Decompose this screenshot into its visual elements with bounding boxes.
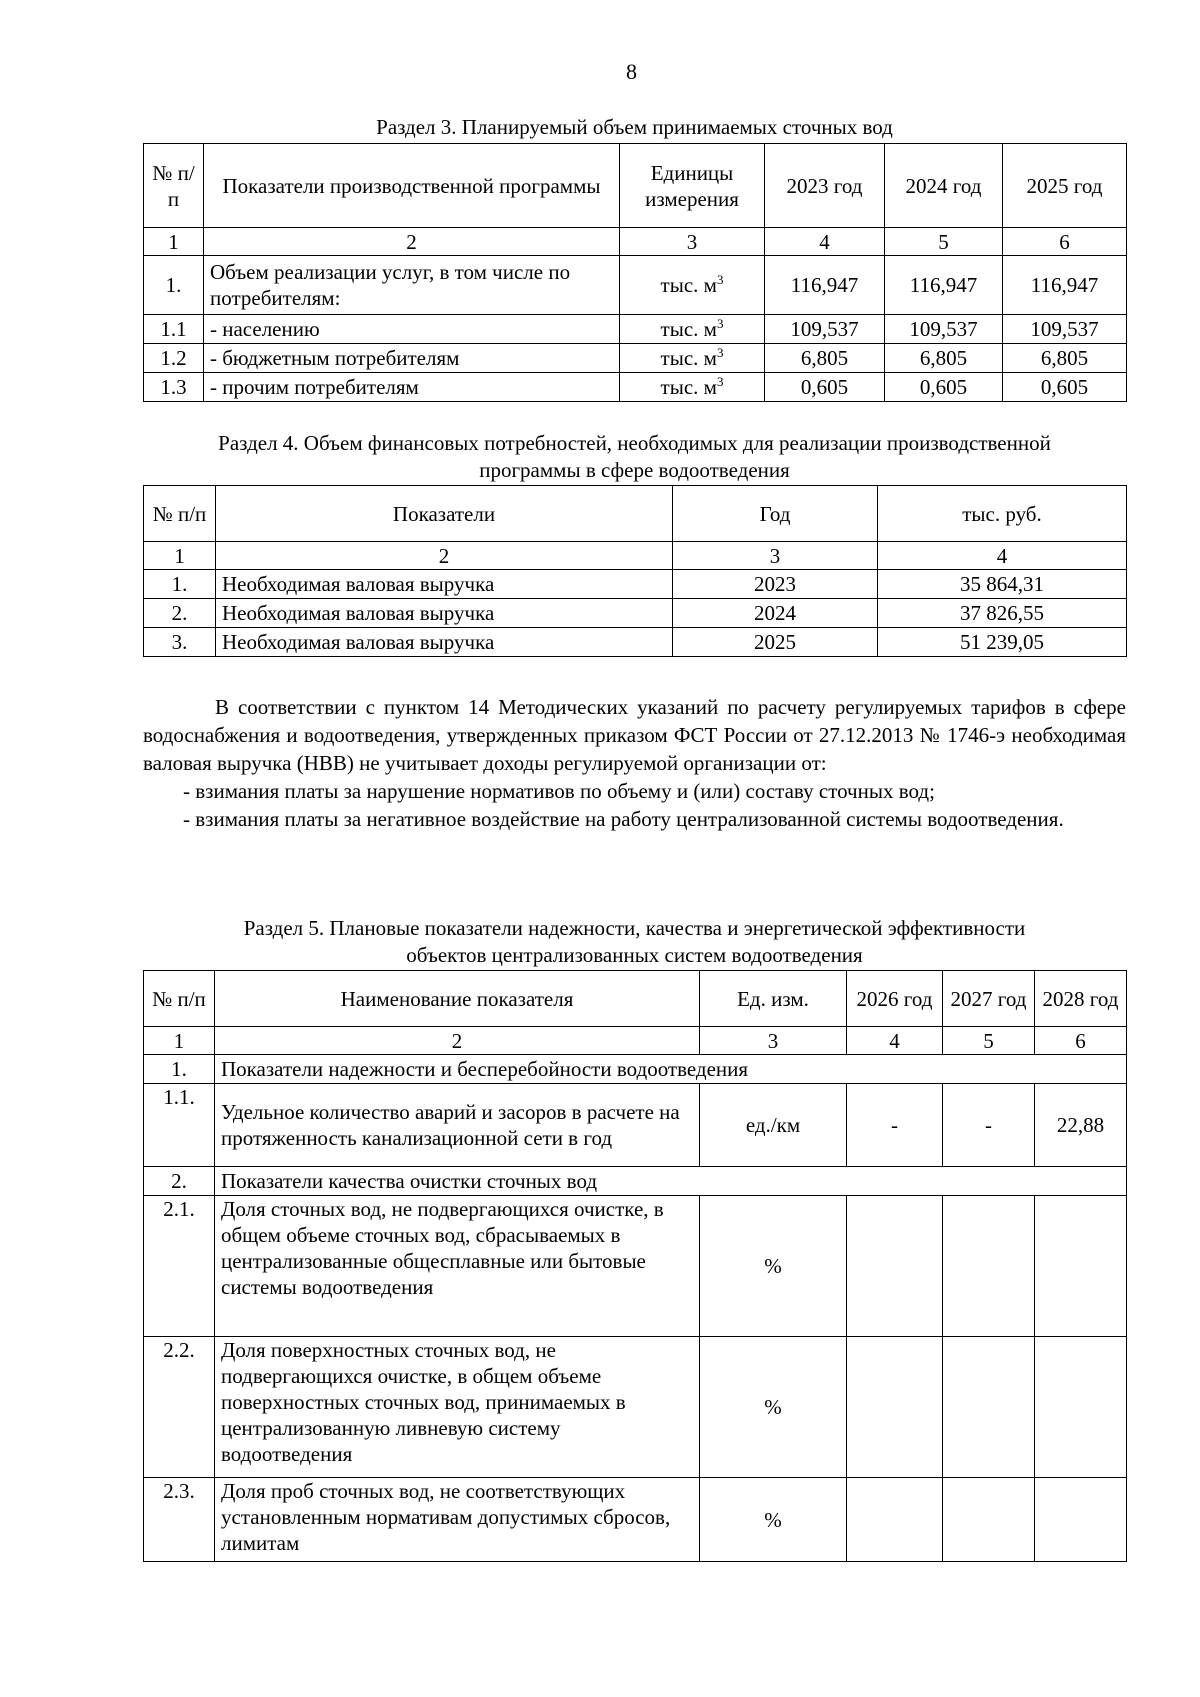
body-text	[143, 693, 1126, 833]
row-name: Доля сточных вод, не подвергающихся очистке, в общем объеме сточных вод, сбрасываемых в централизованные общесплавные или бытовые системы водоотведения	[215, 1196, 700, 1337]
table-row	[144, 599, 1127, 628]
paragraph-bullet-1: - взимания платы за нарушение нормативов по объему и (или) составу сточных вод;	[183, 779, 935, 803]
group-row	[144, 1167, 1127, 1196]
col-header-num: № п/п	[144, 144, 204, 228]
row-unit: %	[700, 1478, 847, 1562]
section3-title: Раздел 3. Планируемый объем принимаемых сточных вод	[376, 115, 893, 139]
section4-title-line2: программы в сфере водоотведения	[479, 458, 790, 482]
table-row	[144, 256, 1127, 315]
row-num: 2.2.	[144, 1337, 215, 1478]
row-value: 51 239,05	[878, 628, 1127, 657]
col-header-2026: 2026 год	[847, 971, 943, 1027]
row-value-2023: 0,605	[765, 373, 885, 402]
col-number: 6	[1003, 228, 1127, 256]
row-value-2025: 116,947	[1003, 256, 1127, 315]
unit-text: тыс. м	[660, 346, 717, 370]
col-number: 2	[215, 1027, 700, 1055]
row-unit	[620, 344, 765, 373]
section5-title-line2: объектов централизованных систем водоотведения	[406, 943, 863, 967]
row-name: Необходимая валовая выручка	[216, 628, 673, 657]
row-value-2026: -	[847, 1084, 943, 1167]
col-header-num: № п/п	[144, 486, 216, 542]
col-number: 1	[144, 542, 216, 570]
col-header-2028: 2028 год	[1035, 971, 1127, 1027]
table-row	[144, 570, 1127, 599]
row-value: 35 864,31	[878, 570, 1127, 599]
section5-title	[142, 915, 1127, 969]
col-header-2025: 2025 год	[1003, 144, 1127, 228]
col-header-2023: 2023 год	[765, 144, 885, 228]
row-year: 2025	[673, 628, 878, 657]
row-unit: %	[700, 1337, 847, 1478]
col-number: 2	[216, 542, 673, 570]
table-row	[144, 373, 1127, 402]
row-year: 2024	[673, 599, 878, 628]
row-value-2025: 109,537	[1003, 315, 1127, 344]
col-number: 3	[620, 228, 765, 256]
row-value-2028	[1035, 1337, 1127, 1478]
col-header-unit: Ед. изм.	[700, 971, 847, 1027]
col-number: 3	[700, 1027, 847, 1055]
table-header-row	[144, 486, 1127, 542]
row-value-2025: 0,605	[1003, 373, 1127, 402]
unit-text: тыс. м	[660, 273, 717, 297]
row-unit	[620, 256, 765, 315]
row-name: Доля проб сточных вод, не соответствующих установленным нормативам допустимых сбросов, лимитам	[215, 1478, 700, 1562]
row-unit	[620, 373, 765, 402]
row-value-2023: 109,537	[765, 315, 885, 344]
row-value-2027	[943, 1337, 1035, 1478]
col-number: 5	[943, 1027, 1035, 1055]
row-unit: %	[700, 1196, 847, 1337]
col-header-2027: 2027 год	[943, 971, 1035, 1027]
table-row	[144, 315, 1127, 344]
section3-table	[143, 143, 1127, 402]
row-value-2025: 6,805	[1003, 344, 1127, 373]
row-value-2026	[847, 1196, 943, 1337]
column-numbers-row	[144, 228, 1127, 256]
row-name: Удельное количество аварий и засоров в расчете на протяженность канализационной сети в год	[215, 1084, 700, 1167]
group-row	[144, 1055, 1127, 1084]
row-value-2024: 109,537	[885, 315, 1003, 344]
row-value: 37 826,55	[878, 599, 1127, 628]
column-numbers-row	[144, 542, 1127, 570]
section5-title-line1: Раздел 5. Плановые показатели надежности, качества и энергетической эффективности	[243, 916, 1026, 940]
table-header-row	[144, 971, 1127, 1027]
group-name: Показатели надежности и бесперебойности водоотведения	[215, 1055, 1127, 1084]
col-header-indicator: Наименование показателя	[215, 971, 700, 1027]
col-number: 4	[847, 1027, 943, 1055]
row-num: 2.3.	[144, 1478, 215, 1562]
col-number: 5	[885, 228, 1003, 256]
row-value-2027	[943, 1196, 1035, 1337]
table-row	[144, 1196, 1127, 1337]
section4-table	[143, 485, 1127, 657]
row-name: Доля поверхностных сточных вод, не подвергающихся очистке, в общем объеме поверхностных сточных вод, принимаемых в централизованную ливневую систему водоотведения	[215, 1337, 700, 1478]
row-num: 3.	[144, 628, 216, 657]
unit-superscript: 3	[716, 374, 724, 389]
table-row	[144, 1084, 1127, 1167]
unit-text: тыс. м	[660, 375, 717, 399]
row-name: Необходимая валовая выручка	[216, 599, 673, 628]
table-header-row	[144, 144, 1127, 228]
row-num: 1.1.	[144, 1084, 215, 1167]
col-header-year: Год	[673, 486, 878, 542]
row-name: - населению	[204, 315, 620, 344]
column-numbers-row	[144, 1027, 1127, 1055]
paragraph-main: В соответствии с пунктом 14 Методических указаний по расчету регулируемых тарифов в сфере водоснабжения и водоотведения, утвержденных приказом ФСТ России от 27.12.2013 № 1746-э необходимая валовая выручка (НВВ) не учитывает доходы регулируемой организации от:	[143, 695, 1126, 775]
col-header-num: № п/п	[144, 971, 215, 1027]
table-row	[144, 1337, 1127, 1478]
table-row	[144, 1478, 1127, 1562]
col-number: 4	[765, 228, 885, 256]
row-name: - прочим потребителям	[204, 373, 620, 402]
col-number: 6	[1035, 1027, 1127, 1055]
row-value-2024: 6,805	[885, 344, 1003, 373]
row-value-2028	[1035, 1478, 1127, 1562]
paragraph-bullet-2: - взимания платы за негативное воздействие на работу централизованной системы водоотведения.	[183, 807, 1064, 831]
row-name: Объем реализации услуг, в том числе по потребителям:	[204, 256, 620, 315]
col-header-amount: тыс. руб.	[878, 486, 1127, 542]
col-header-2024: 2024 год	[885, 144, 1003, 228]
row-value-2026	[847, 1478, 943, 1562]
row-num: 1.1	[144, 315, 204, 344]
row-num: 2.	[144, 599, 216, 628]
row-name: Необходимая валовая выручка	[216, 570, 673, 599]
unit-superscript: 3	[716, 316, 724, 331]
col-number: 4	[878, 542, 1127, 570]
row-value-2023: 116,947	[765, 256, 885, 315]
row-value-2026	[847, 1337, 943, 1478]
row-value-2027: -	[943, 1084, 1035, 1167]
unit-superscript: 3	[716, 345, 724, 360]
col-header-unit: Единицы измерения	[620, 144, 765, 228]
row-value-2024: 0,605	[885, 373, 1003, 402]
row-name: - бюджетным потребителям	[204, 344, 620, 373]
section4-title	[142, 430, 1127, 484]
section5-table	[143, 970, 1127, 1562]
row-year: 2023	[673, 570, 878, 599]
unit-superscript: 3	[716, 272, 724, 287]
row-value-2027	[943, 1478, 1035, 1562]
row-value-2024: 116,947	[885, 256, 1003, 315]
row-num: 1.	[144, 256, 204, 315]
group-name: Показатели качества очистки сточных вод	[215, 1167, 1127, 1196]
col-number: 1	[144, 1027, 215, 1055]
group-num: 2.	[144, 1167, 215, 1196]
table-row	[144, 628, 1127, 657]
col-header-indicator: Показатели	[216, 486, 673, 542]
group-num: 1.	[144, 1055, 215, 1084]
row-value-2023: 6,805	[765, 344, 885, 373]
col-number: 1	[144, 228, 204, 256]
page-number: 8	[626, 59, 637, 84]
row-num: 1.2	[144, 344, 204, 373]
row-value-2028: 22,88	[1035, 1084, 1127, 1167]
row-unit	[620, 315, 765, 344]
row-value-2028	[1035, 1196, 1127, 1337]
col-number: 2	[204, 228, 620, 256]
section4-title-line1: Раздел 4. Объем финансовых потребностей, необходимых для реализации производственной	[218, 431, 1051, 455]
col-header-indicator: Показатели производственной программы	[204, 144, 620, 228]
row-num: 1.	[144, 570, 216, 599]
row-num: 2.1.	[144, 1196, 215, 1337]
unit-text: тыс. м	[660, 317, 717, 341]
row-num: 1.3	[144, 373, 204, 402]
col-number: 3	[673, 542, 878, 570]
table-row	[144, 344, 1127, 373]
row-unit: ед./км	[700, 1084, 847, 1167]
